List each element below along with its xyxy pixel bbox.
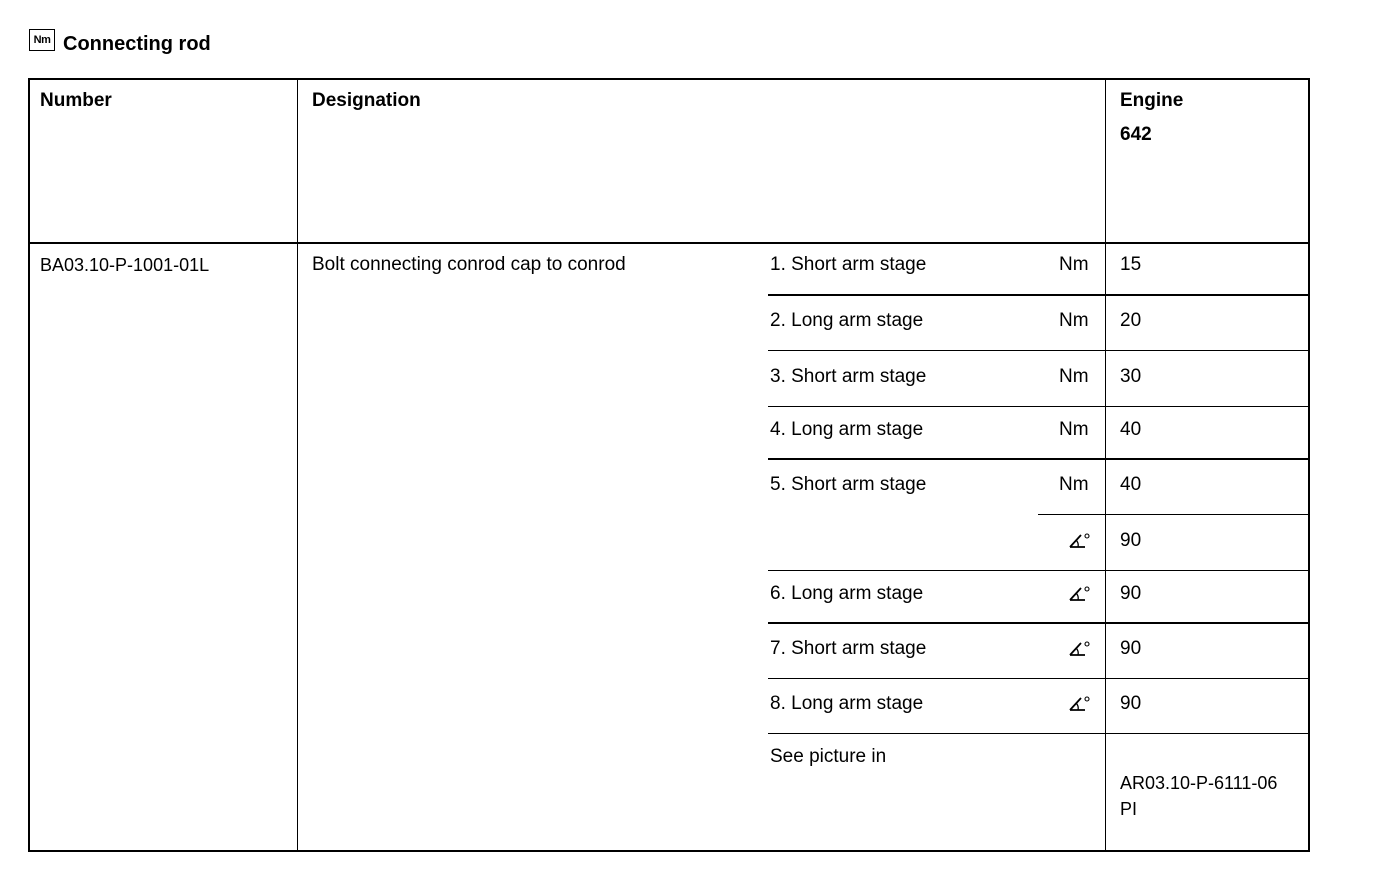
stage-5-unit: Nm xyxy=(1059,474,1089,495)
stage-2-value: 20 xyxy=(1120,310,1142,331)
table-border-left xyxy=(28,78,30,852)
row-sep xyxy=(768,678,1310,679)
col-divider-engine xyxy=(1105,78,1106,852)
stage-5-value: 40 xyxy=(1120,474,1142,495)
row-sep xyxy=(768,622,1310,624)
section-title: Connecting rod xyxy=(63,32,211,55)
stage-1-label: 1. Short arm stage xyxy=(770,254,927,275)
row-sep xyxy=(768,294,1310,296)
stage-5-label: 5. Short arm stage xyxy=(770,474,927,495)
torque-nm-icon: Nm xyxy=(29,29,55,51)
header-divider xyxy=(28,242,1310,244)
stage-1-unit: Nm xyxy=(1059,254,1089,275)
row-sep xyxy=(1038,514,1310,515)
angle-degree-icon xyxy=(1068,532,1090,550)
stage-2-label: 2. Long arm stage xyxy=(770,310,924,331)
col-divider-number xyxy=(297,78,298,852)
stage-7-label: 7. Short arm stage xyxy=(770,638,927,659)
stage-2-unit: Nm xyxy=(1059,310,1089,331)
stage-3-value: 30 xyxy=(1120,366,1142,387)
picture-reference[interactable]: AR03.10-P-6111-06 xyxy=(1120,773,1278,793)
header-designation: Designation xyxy=(312,90,421,111)
stage-5b-value: 90 xyxy=(1120,530,1142,551)
stage-4-value: 40 xyxy=(1120,419,1142,440)
see-picture-label: See picture in xyxy=(770,746,887,767)
table-border-bottom xyxy=(28,850,1310,852)
row-designation: Bolt connecting conrod cap to conrod xyxy=(312,254,626,275)
stage-8-label: 8. Long arm stage xyxy=(770,693,924,714)
header-number: Number xyxy=(40,90,112,111)
row-sep xyxy=(768,406,1310,407)
stage-8-value: 90 xyxy=(1120,693,1142,714)
row-sep xyxy=(768,733,1310,734)
header-engine-label: Engine xyxy=(1120,90,1184,111)
row-sep xyxy=(768,570,1310,571)
header-engine-value: 642 xyxy=(1120,124,1152,145)
angle-degree-icon xyxy=(1068,585,1090,603)
stage-3-label: 3. Short arm stage xyxy=(770,366,927,387)
stage-4-label: 4. Long arm stage xyxy=(770,419,924,440)
stage-7-value: 90 xyxy=(1120,638,1142,659)
angle-degree-icon xyxy=(1068,695,1090,713)
stage-4-unit: Nm xyxy=(1059,419,1089,440)
stage-6-value: 90 xyxy=(1120,583,1142,604)
row-sep xyxy=(768,458,1310,460)
row-number: BA03.10-P-1001-01L xyxy=(40,255,210,275)
row-sep xyxy=(768,350,1310,351)
stage-1-value: 15 xyxy=(1120,254,1142,275)
stage-6-label: 6. Long arm stage xyxy=(770,583,924,604)
table-border-top xyxy=(28,78,1310,80)
stage-3-unit: Nm xyxy=(1059,366,1089,387)
picture-reference-suffix[interactable]: PI xyxy=(1120,799,1138,819)
table-border-right xyxy=(1308,78,1310,852)
angle-degree-icon xyxy=(1068,640,1090,658)
